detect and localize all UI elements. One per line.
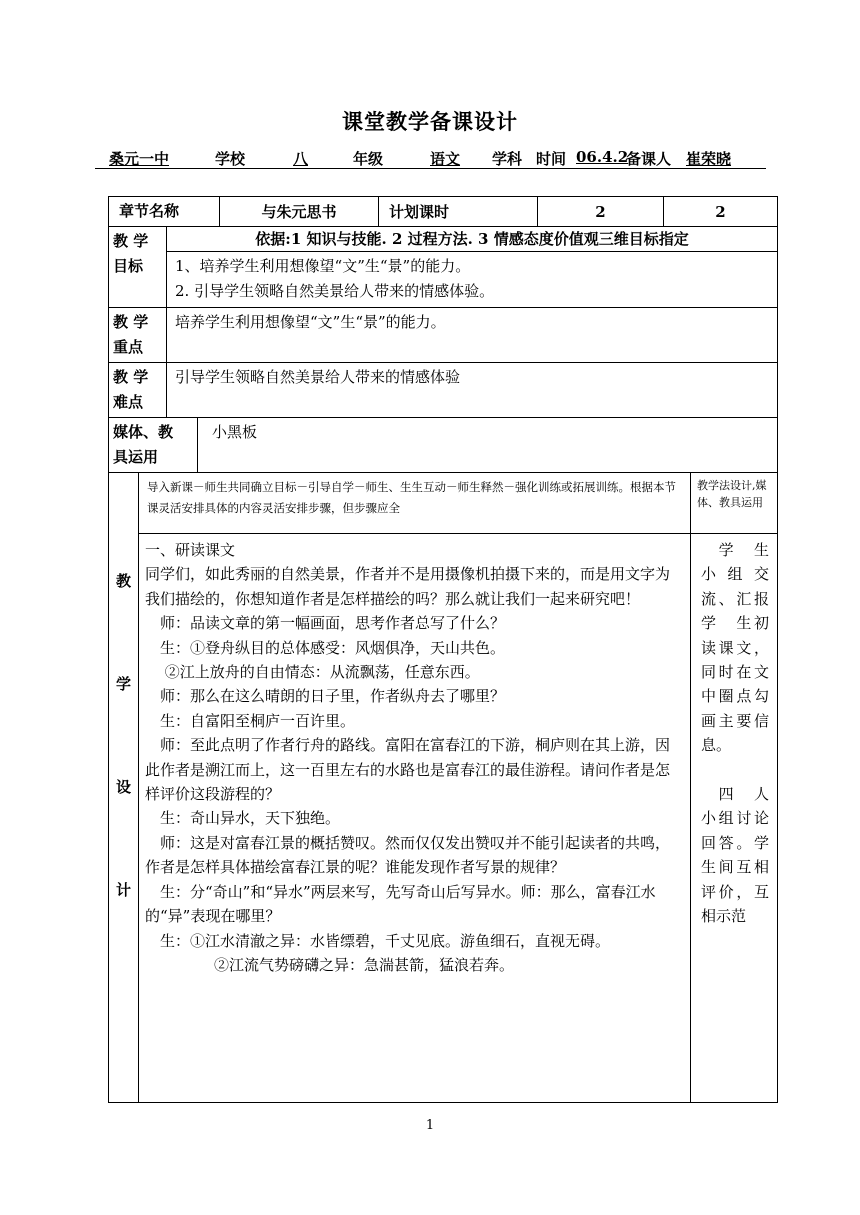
design-flow-text: 导入新课－师生共同确立目标－引导自学－师生、生生互动－师生释然－强化训练或拓展训练。根据本节课灵活安排具体的内容灵活安排步骤，但步骤应全 (139, 473, 691, 534)
time-value: 06.4.2 (576, 148, 629, 166)
media-label-line2: 具运用 (113, 448, 159, 466)
chapter-name: 与朱元思书 (220, 197, 379, 227)
design-flow-row (109, 473, 778, 534)
design-char-4: 计 (115, 881, 131, 899)
body-line-10: 师：这是对富春江景的概括赞叹。然而仅仅发出赞叹并不能引起读者的共鸣，作者是怎样具体描绘富春江景的呢？谁能发现作者写景的规律？ (145, 833, 671, 877)
media-label-line1: 媒体、教 (113, 423, 174, 441)
key-points-label (109, 308, 167, 363)
design-char-1: 教 (115, 572, 131, 590)
body-line-7: 生：自富阳至桐庐一百许里。 (145, 711, 356, 730)
grade-label: 年级 (353, 150, 384, 168)
media-label (109, 418, 198, 473)
planned-hours-label: 计划课时 (379, 197, 538, 227)
design-char-2: 学 (115, 675, 131, 693)
info-line (95, 148, 775, 170)
design-body-row (109, 534, 778, 1103)
subject-label: 学科 (492, 150, 523, 168)
difficulty-label-line1: 教 学 (113, 368, 149, 386)
body-line-9: 生：奇山异水，天下独绝。 (145, 809, 341, 828)
goals-label-line1: 教 学 (113, 232, 149, 250)
body-line-13: ②江流气势磅礴之异：急湍甚箭，猛浪若奔。 (169, 955, 515, 974)
body-line-12: 生：①江水清澈之异：水皆缥碧，千丈见底。游鱼细石，直视无碍。 (145, 931, 611, 950)
grade-value: 八 (293, 150, 309, 168)
body-line-5: ②江上放舟的自由情态：从流飘荡，任意东西。 (145, 663, 480, 682)
school-label: 学校 (215, 150, 246, 168)
goals-content-row (109, 252, 778, 308)
planned-hours-a: 2 (538, 197, 664, 227)
goal-item-1: 1、培养学生利用想像望“文”生“景”的能力。 (175, 257, 471, 276)
media-text: 小黑板 (198, 418, 778, 473)
chapter-label: 章节名称 (109, 197, 220, 227)
design-char-3: 设 (115, 778, 131, 796)
media-row (109, 418, 778, 473)
side-header: 教学法设计,媒体、教具运用 (691, 473, 778, 534)
time-label: 时间 (536, 150, 567, 168)
goals-row (109, 227, 778, 252)
goals-content (167, 252, 778, 308)
preparer-value: 崔荣晓 (686, 150, 732, 168)
body-line-4: 生：①登舟纵目的总体感受：风烟俱净，天山共色。 (145, 638, 506, 657)
body-line-1: 一、研读课文 (145, 541, 236, 559)
body-line-11: 生：分“奇山”和“异水”两层来写，先写奇山后写异水。师：那么，富春江水的“异”表现在哪里？ (145, 882, 656, 926)
key-points-row (109, 308, 778, 363)
difficulty-label-line2: 难点 (113, 393, 144, 411)
goals-basis: 依据:1 知识与技能. 2 过程方法. 3 情感态度价值观三维目标指定 (167, 227, 778, 252)
body-line-2: 同学们，如此秀丽的自然美景，作者并不是用摄像机拍摄下来的，而是用文字为我们描绘的，你想知道作者是怎样描绘的吗？那么就让我们一起来研究吧！ (145, 565, 671, 608)
preparer-label: 备课人 (626, 150, 672, 168)
subject-value: 语文 (430, 150, 461, 168)
info-underline (95, 168, 766, 169)
difficulty-row (109, 363, 778, 418)
page-title: 课堂教学备课设计 (342, 109, 518, 134)
body-line-3: 师：品读文章的第一幅画面，思考作者总写了什么？ (145, 614, 506, 633)
page-number: 1 (425, 1118, 435, 1133)
key-points-label-line1: 教 学 (113, 313, 149, 331)
body-line-8: 师：至此点明了作者行舟的路线。富阳在富春江的下游，桐庐则在其上游，因此作者是溯江而上，这一百里左右的水路也是富春江的最佳游程。请问作者是怎样评价这段游程的？ (145, 736, 671, 804)
school-value: 桑元一中 (109, 150, 170, 168)
body-line-6: 师：那么在这么晴朗的日子里，作者纵舟去了哪里？ (145, 687, 506, 706)
design-body (139, 534, 691, 1103)
key-points-text: 培养学生利用想像望“文”生“景”的能力。 (167, 308, 778, 363)
side-notes: 学 生小组交流、汇报 学 生初读课文，同时在文中圈点勾画主要信息。 四 人小组讨论回答。学生间互相评价，互相示范 (691, 534, 778, 1103)
planned-hours-b: 2 (664, 197, 778, 227)
goals-label (109, 227, 167, 308)
key-points-label-line2: 重点 (113, 338, 144, 356)
goal-item-2: 2. 引导学生领略自然美景给人带来的情感体验。 (175, 282, 495, 301)
chapter-row (109, 197, 778, 227)
goals-label-line2: 目标 (113, 257, 144, 275)
design-vertical-label (109, 473, 139, 1103)
lesson-plan-table (108, 196, 778, 1103)
difficulty-label (109, 363, 167, 418)
difficulty-text: 引导学生领略自然美景给人带来的情感体验 (167, 363, 778, 418)
